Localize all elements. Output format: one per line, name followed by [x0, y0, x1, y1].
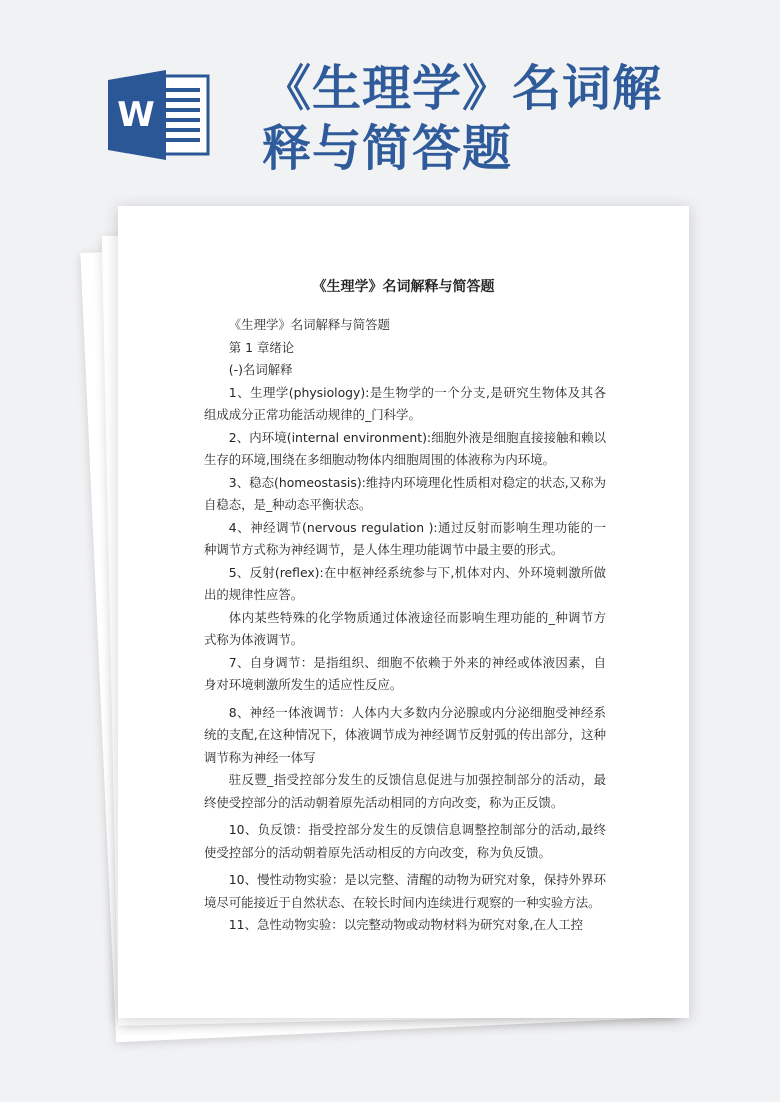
doc-paragraph: 5、反射(reflex):在中枢神经系统参与下,机体对内、外环境刺激所做出的规律性应答。	[204, 564, 606, 602]
word-icon-letter: W	[117, 95, 155, 135]
doc-paragraph: 1、生理学(physiology):是生物学的一个分支,是研究生物体及其各组成成分正常功能活动规律的_门科学。	[204, 384, 606, 422]
document-title: 《生理学》名词解释与简答题	[312, 279, 495, 295]
doc-paragraph: 11、急性动物实验：以完整动物或动物材料为研究对象,在人工控	[228, 917, 584, 932]
doc-paragraph: 驻反豐_指受控部分发生的反馈信息促进与加强控制部分的活动，最终使受控部分的活动朝着原先活动相同的方向改变，称为正反馈。	[204, 772, 606, 810]
doc-paragraph: 7、自身调节：是指组织、细胞不依赖于外来的神经或体液因素，自身对环境刺激所发生的适应性反应。	[204, 654, 606, 692]
doc-paragraph: (-)名词解释	[228, 362, 293, 377]
doc-paragraph: 《生理学》名词解释与简答题	[228, 317, 390, 332]
doc-paragraph: 10、负反馈：指受控部分发生的反馈信息调整控制部分的活动,最终使受控部分的活动朝着原先活动相反的方向改变，称为负反馈。	[204, 822, 606, 860]
doc-paragraph: 2、内环境(internal environment):细胞外液是细胞直接接触和赖以生存的环境,围绕在多细胞动物体内细胞周围的体液称为内环境。	[204, 429, 606, 467]
word-doc-icon	[108, 70, 212, 160]
document-page	[118, 206, 689, 1018]
doc-paragraph: 10、慢性动物实验：是以完整、清醒的动物为研究对象，保持外界环境尽可能接近于自然状态、在较长时间内连续进行观察的一种实验方法。	[204, 872, 606, 910]
doc-paragraph: 3、稳态(homeostasis):维持内环境理化性质相对稳定的状态,又称为自稳态，是_种动态平衡状态。	[204, 474, 606, 512]
doc-paragraph: 体内某些特殊的化学物质通过体液途径而影响生理功能的_种调节方式称为体液调节。	[204, 609, 606, 647]
document-body	[204, 314, 606, 937]
banner-title-line1: 《生理学》名词解	[262, 59, 663, 117]
doc-paragraph: 8、神经一体液调节：人体内大多数内分泌腺或内分泌细胞受神经系统的支配,在这种情况下，体液调节成为神经调节反射弧的传出部分，这种调节称为神经一体写	[204, 704, 606, 765]
banner-title	[262, 58, 762, 178]
banner-title-line2: 释与简答题	[262, 119, 513, 177]
doc-paragraph: 4、神经调节(nervous regulation ):通过反射而影响生理功能的一种调节方式称为神经调节，是人体生理功能调节中最主要的形式。	[204, 519, 606, 557]
doc-paragraph: 第 1 章绪论	[228, 339, 295, 355]
